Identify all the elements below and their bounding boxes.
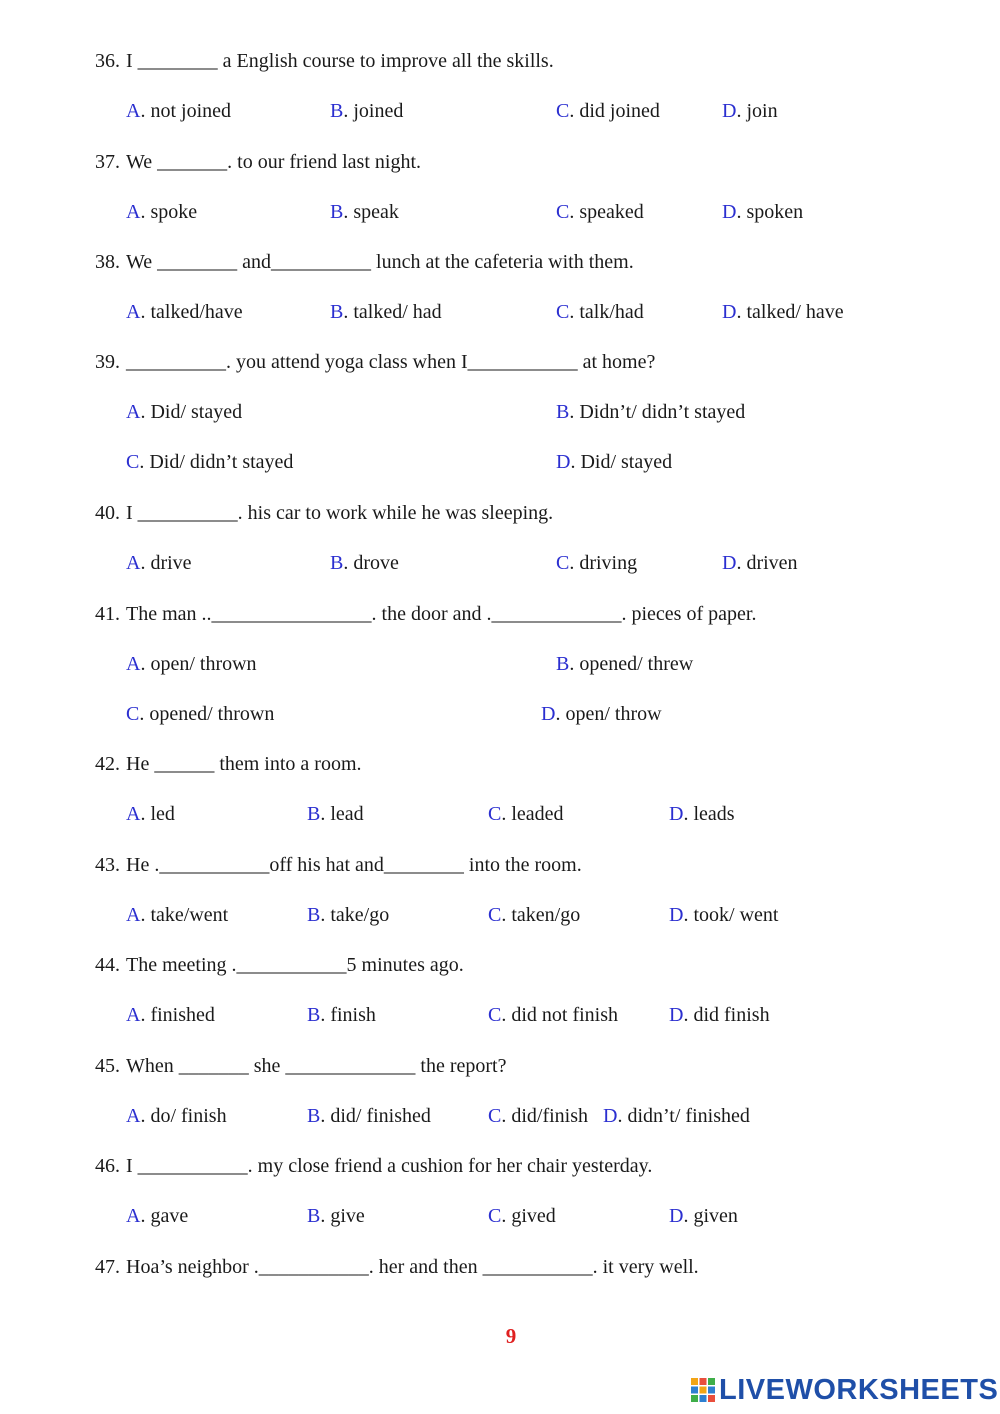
option-letter: C	[126, 703, 140, 725]
option-d[interactable]	[669, 1000, 770, 1030]
question-number: 44.	[95, 954, 120, 976]
option-a[interactable]	[126, 548, 192, 578]
option-letter: C	[488, 1105, 502, 1127]
option-letter: D	[556, 451, 571, 473]
liveworksheets-brand[interactable]	[690, 1372, 998, 1408]
option-d[interactable]	[722, 197, 803, 227]
option-letter: A	[126, 653, 141, 675]
option-text: . Did/ didn’t stayed	[139, 451, 294, 473]
option-letter: A	[126, 1004, 141, 1026]
option-letter: B	[307, 1105, 321, 1127]
option-text: . not joined	[140, 100, 231, 122]
option-letter: D	[722, 201, 737, 223]
option-text: . take/went	[140, 904, 229, 926]
option-text: . speaked	[569, 201, 644, 223]
option-b[interactable]	[556, 649, 693, 679]
option-letter: D	[722, 100, 737, 122]
option-c[interactable]	[488, 799, 564, 829]
option-letter: D	[669, 803, 684, 825]
option-a[interactable]	[126, 1201, 188, 1231]
option-b[interactable]	[556, 397, 745, 427]
option-a[interactable]	[126, 649, 257, 679]
option-text: . did joined	[569, 100, 660, 122]
option-d[interactable]	[603, 1101, 750, 1131]
question-text: I ___________. my close friend a cushion for her chair yesterday.	[126, 1155, 653, 1177]
option-text: . speak	[343, 201, 399, 223]
option-letter: D	[669, 1004, 684, 1026]
option-letter: A	[126, 1205, 141, 1227]
option-letter: B	[307, 803, 321, 825]
option-b[interactable]	[330, 197, 399, 227]
option-d[interactable]	[541, 699, 662, 729]
option-text: . drove	[343, 552, 399, 574]
option-c[interactable]	[556, 96, 660, 126]
option-letter: C	[556, 552, 570, 574]
question-number: 38.	[95, 251, 120, 273]
question-text: He ______ them into a room.	[126, 753, 362, 775]
page-number: 9	[505, 1324, 517, 1348]
option-text: . leads	[683, 803, 735, 825]
option-text: . Didn’t/ didn’t stayed	[569, 401, 746, 423]
option-text: . did/ finished	[320, 1105, 431, 1127]
question-text: When _______ she _____________ the report?	[126, 1055, 507, 1077]
option-text: . did not finish	[501, 1004, 619, 1026]
option-c[interactable]	[556, 548, 637, 578]
option-letter: D	[722, 552, 737, 574]
option-letter: D	[669, 904, 684, 926]
option-text: . taken/go	[501, 904, 581, 926]
option-d[interactable]	[669, 799, 735, 829]
option-text: . gave	[140, 1205, 189, 1227]
question-text: The meeting .___________5 minutes ago.	[126, 954, 464, 976]
option-letter: A	[126, 100, 141, 122]
question-text: I ________ a English course to improve all the skills.	[126, 50, 554, 72]
option-letter: D	[722, 301, 737, 323]
option-a[interactable]	[126, 1101, 227, 1131]
option-text: . talk/had	[569, 301, 644, 323]
option-letter: B	[330, 201, 344, 223]
option-b[interactable]	[307, 1101, 431, 1131]
option-text: . did finish	[683, 1004, 770, 1026]
option-text: . open/ throw	[555, 703, 662, 725]
option-d[interactable]	[669, 1201, 738, 1231]
option-b[interactable]	[330, 548, 399, 578]
option-text: . did/finish	[501, 1105, 589, 1127]
option-text: . given	[683, 1205, 738, 1227]
option-letter: A	[126, 301, 141, 323]
option-letter: C	[126, 451, 140, 473]
option-text: . led	[140, 803, 175, 825]
option-letter: A	[126, 201, 141, 223]
question-number: 37.	[95, 151, 120, 173]
question-text: __________. you attend yoga class when I___________ at home?	[126, 351, 656, 373]
question-number: 46.	[95, 1155, 120, 1177]
question-text: Hoa’s neighbor .___________. her and then ___________. it very well.	[126, 1256, 699, 1278]
option-letter: D	[669, 1205, 684, 1227]
option-text: . leaded	[501, 803, 564, 825]
option-c[interactable]	[126, 447, 293, 477]
option-b[interactable]	[307, 1201, 365, 1231]
question-number: 40.	[95, 502, 120, 524]
option-letter: A	[126, 904, 141, 926]
option-a[interactable]	[126, 197, 197, 227]
option-text: . Did/ stayed	[140, 401, 243, 423]
option-text: . give	[320, 1205, 365, 1227]
liveworksheets-logo-icon	[690, 1377, 716, 1403]
brand-text: LIVEWORKSHEETS	[719, 1374, 999, 1406]
question-number: 42.	[95, 753, 120, 775]
option-d[interactable]	[669, 900, 778, 930]
question-number: 47.	[95, 1256, 120, 1278]
option-c[interactable]	[126, 699, 274, 729]
question-text: I __________. his car to work while he was sleeping.	[126, 502, 554, 524]
option-text: . finished	[140, 1004, 215, 1026]
option-letter: B	[307, 904, 321, 926]
option-text: . didn’t/ finished	[617, 1105, 750, 1127]
question-text: He .___________off his hat and________ into the room.	[126, 854, 582, 876]
option-letter: C	[488, 904, 502, 926]
question-text: We _______. to our friend last night.	[126, 151, 422, 173]
option-letter: D	[541, 703, 556, 725]
option-text: . talked/have	[140, 301, 243, 323]
question-number: 41.	[95, 603, 120, 625]
option-text: . open/ thrown	[140, 653, 257, 675]
option-text: . spoke	[140, 201, 198, 223]
option-text: . took/ went	[683, 904, 779, 926]
option-text: . drive	[140, 552, 192, 574]
option-c[interactable]	[488, 1201, 556, 1231]
option-c[interactable]	[556, 197, 644, 227]
option-a[interactable]	[126, 900, 228, 930]
option-a[interactable]	[126, 799, 175, 829]
option-letter: B	[330, 301, 344, 323]
option-c[interactable]	[556, 297, 644, 327]
option-text: . lead	[320, 803, 364, 825]
option-c[interactable]	[488, 1101, 588, 1131]
option-text: . Did/ stayed	[570, 451, 673, 473]
option-letter: C	[556, 201, 570, 223]
question-number: 36.	[95, 50, 120, 72]
option-letter: D	[603, 1105, 618, 1127]
option-letter: B	[556, 653, 570, 675]
option-text: . spoken	[736, 201, 804, 223]
option-d[interactable]	[556, 447, 672, 477]
option-letter: B	[330, 552, 344, 574]
option-text: . opened/ thrown	[139, 703, 275, 725]
question-text: The man ..________________. the door and ._____________. pieces of paper.	[126, 603, 757, 625]
question-number: 39.	[95, 351, 120, 373]
option-letter: C	[488, 1004, 502, 1026]
option-text: . talked/ have	[736, 301, 844, 323]
option-a[interactable]	[126, 96, 231, 126]
option-text: . driven	[736, 552, 798, 574]
option-b[interactable]	[330, 96, 403, 126]
option-text: . take/go	[320, 904, 390, 926]
option-letter: A	[126, 401, 141, 423]
option-letter: B	[330, 100, 344, 122]
option-text: . join	[736, 100, 778, 122]
option-c[interactable]	[488, 900, 580, 930]
option-text: . opened/ threw	[569, 653, 694, 675]
option-letter: C	[556, 301, 570, 323]
option-d[interactable]	[722, 96, 778, 126]
option-text: . do/ finish	[140, 1105, 227, 1127]
option-a[interactable]	[126, 1000, 215, 1030]
option-letter: A	[126, 803, 141, 825]
option-letter: A	[126, 552, 141, 574]
option-text: . joined	[343, 100, 404, 122]
option-a[interactable]	[126, 297, 243, 327]
question-number: 43.	[95, 854, 120, 876]
option-letter: C	[488, 803, 502, 825]
question-text: We ________ and__________ lunch at the cafeteria with them.	[126, 251, 634, 273]
option-d[interactable]	[722, 297, 844, 327]
option-letter: C	[556, 100, 570, 122]
option-d[interactable]	[722, 548, 798, 578]
option-c[interactable]	[488, 1000, 618, 1030]
option-b[interactable]	[307, 900, 389, 930]
question-number: 45.	[95, 1055, 120, 1077]
option-a[interactable]	[126, 397, 242, 427]
option-text: . talked/ had	[343, 301, 442, 323]
option-text: . driving	[569, 552, 638, 574]
option-b[interactable]	[307, 799, 364, 829]
option-letter: B	[307, 1205, 321, 1227]
option-b[interactable]	[307, 1000, 376, 1030]
option-letter: A	[126, 1105, 141, 1127]
option-text: . gived	[501, 1205, 556, 1227]
option-text: . finish	[320, 1004, 376, 1026]
option-letter: B	[307, 1004, 321, 1026]
option-letter: B	[556, 401, 570, 423]
option-b[interactable]	[330, 297, 442, 327]
option-letter: C	[488, 1205, 502, 1227]
